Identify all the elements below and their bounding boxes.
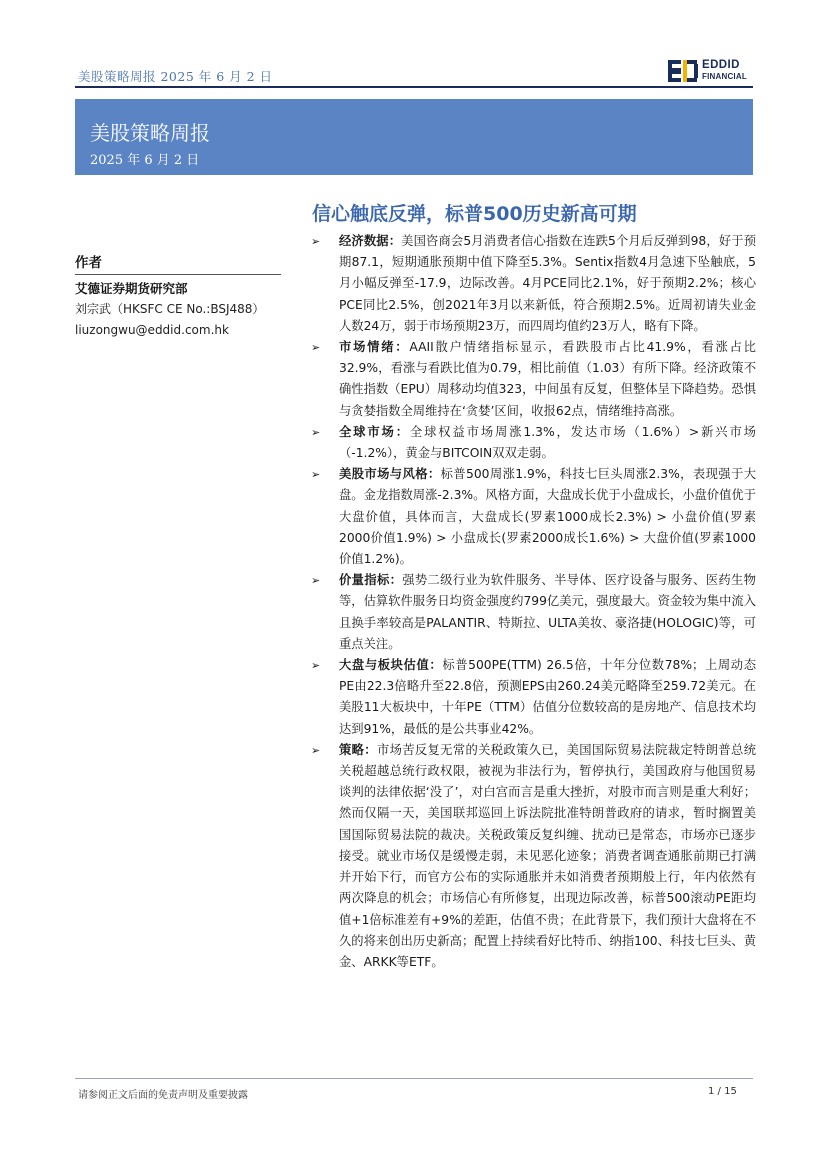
bullet-text: 全球权益市场周涨1.3%，发达市场（1.6%）>新兴市场（-1.2%），黄金与BITCOIN双双走弱。 — [339, 424, 756, 461]
report-title: 美股策略周报 — [90, 121, 210, 145]
bullet-market-sentiment — [308, 337, 756, 422]
author-name: 刘宗武（HKSFC CE No.:BSJ488） — [75, 302, 265, 316]
bullet-text: 标普500周涨1.9%，科技七巨头周涨2.3%，表现强于大盘。金龙指数周涨-2.3%。风格方面，大盘成长优于小盘成长，小盘价值优于大盘价值，具体而言，大盘成长(罗素1000成长2.3%) > 小盘价值(罗素2000价值1.9%) > 小盘成长(罗素2000成长1.6%) > 大盘价值(罗素1000价值1.2%)。 — [339, 467, 756, 567]
author-section — [75, 251, 281, 341]
bullet-heading: 全球市场： — [339, 424, 410, 439]
headline: 信心触底反弹，标普500历史新高可期 — [312, 203, 637, 225]
bullet-heading: 经济数据： — [339, 234, 402, 248]
author-email: liuzongwu@eddid.com.hk — [75, 323, 229, 337]
bullet-text: 市场苦反复无常的关税政策久已，美国国际贸易法院裁定特朗普总统关税超越总统行政权限，被视为非法行为，暂停执行，美国政府与他国贸易谈判的法律依据‘没了’，对白宫而言是重大挫折，对股市而言则是重大利好；然而仅隔一天，美国联邦巡回上诉法院批准特朗普政府的请求，暂时搁置美国国际贸易法院的裁决。关税政策反复纠缠、扰动已是常态，市场亦已逐步接受。就业市场仅是缓慢走弱，未见恶化迹象；消费者调查通胀前期已打满并开始下行，而官方公布的实际通胀并未如消费者预期般上行，年内依然有两次降息的机会；市场信心有所修复，出现边际改善，标普500滚动PE距均值+1倍标准差有+9%的差距，估值不贵；在此背景下，我们预计大盘将在不久的将来创出历史新高；配置上持续看好比特币、纳指100、科技七巨头、黄金、ARKK等ETF。 — [339, 742, 756, 969]
arrow-bullet-icon: ➢ — [311, 425, 321, 439]
bullet-us-market-style — [308, 464, 756, 570]
logo-text-financial: FINANCIAL — [702, 72, 747, 81]
eddid-logo-mark-icon — [668, 60, 698, 82]
header-rule — [75, 86, 753, 88]
running-header: 美股策略周报 2025 年 6 月 2 日 — [78, 69, 273, 84]
bullet-text: AAII散户情绪指标显示，看跌股市占比41.9%，看涨占比32.9%，看涨与看跌比值为0.79，相比前值（1.03）有所下降。经济政策不确性指数（EPU）周移动均值323，中间虽有反复，但整体呈下降趋势。恐惧与贪婪指数全周维持在‘贪婪’区间，收报62点，情绪维持高涨。 — [339, 340, 756, 418]
bullet-strategy — [308, 740, 756, 973]
bullet-heading: 策略： — [339, 742, 377, 757]
page-number: 1 / 15 — [708, 1086, 737, 1097]
report-date: 2025 年 6 月 2 日 — [90, 153, 200, 168]
bullet-economic-data — [308, 231, 756, 337]
footer-rule — [75, 1078, 753, 1079]
bullet-text: 美国咨商会5月消费者信心指数在连跌5个月后反弹到98，好于预期87.1，短期通胀预期中值下降至5.3%。Sentix指数4月急速下坠触底，5月小幅反弹至-17.9，边际改善。4月PCE同比2.1%，好于预期2.2%；核心PCE同比2.5%，创2021年3月以来新低，符合预期2.5%。近周初请失业金人数24万，弱于市场预期23万，而四周均值约23万人，略有下降。 — [339, 234, 756, 333]
arrow-bullet-icon: ➢ — [311, 659, 321, 673]
arrow-bullet-icon: ➢ — [311, 341, 321, 355]
bullet-valuation — [308, 655, 756, 740]
author-divider — [75, 274, 281, 275]
author-org: 艾德证券期货研究部 — [75, 281, 188, 296]
bullet-text: 强势二级行业为软件服务、半导体、医疗设备与服务、医药生物等，估算软件服务日均资金强度约799亿美元，强度最大。资金较为集中流入且换手率较高是PALANTIR、特斯拉、ULTA美妆、豪洛捷(HOLOGIC)等，可重点关注。 — [339, 573, 756, 651]
footer-disclaimer: 请参阅正文后面的免责声明及重要披露 — [78, 1090, 248, 1101]
bullet-heading: 市场情绪： — [339, 340, 410, 355]
bullet-price-volume — [308, 570, 756, 655]
bullet-text: 标普500PE(TTM) 26.5倍，十年分位数78%；上周动态PE由22.3倍略升至22.8倍，预测EPS由260.24美元略降至259.72美元。在美股11大板块中，十年PE（TTM）估值分位数较高的是房地产、信息技术均达到91%，最低的是公共事业42%。 — [339, 658, 756, 736]
arrow-bullet-icon: ➢ — [311, 468, 321, 482]
author-label: 作者 — [75, 255, 102, 271]
arrow-bullet-icon: ➢ — [311, 235, 321, 248]
bullet-heading: 大盘与板块估值： — [339, 658, 443, 673]
eddid-logo — [668, 58, 747, 84]
bullet-heading: 美股市场与风格： — [339, 467, 441, 482]
summary-bullets — [308, 231, 756, 973]
arrow-bullet-icon: ➢ — [311, 574, 321, 588]
arrow-bullet-icon: ➢ — [311, 743, 321, 757]
title-banner — [75, 99, 753, 175]
bullet-global-market — [308, 422, 756, 464]
logo-text-eddid: EDDID — [702, 59, 740, 71]
bullet-heading: 价量指标： — [339, 573, 403, 588]
